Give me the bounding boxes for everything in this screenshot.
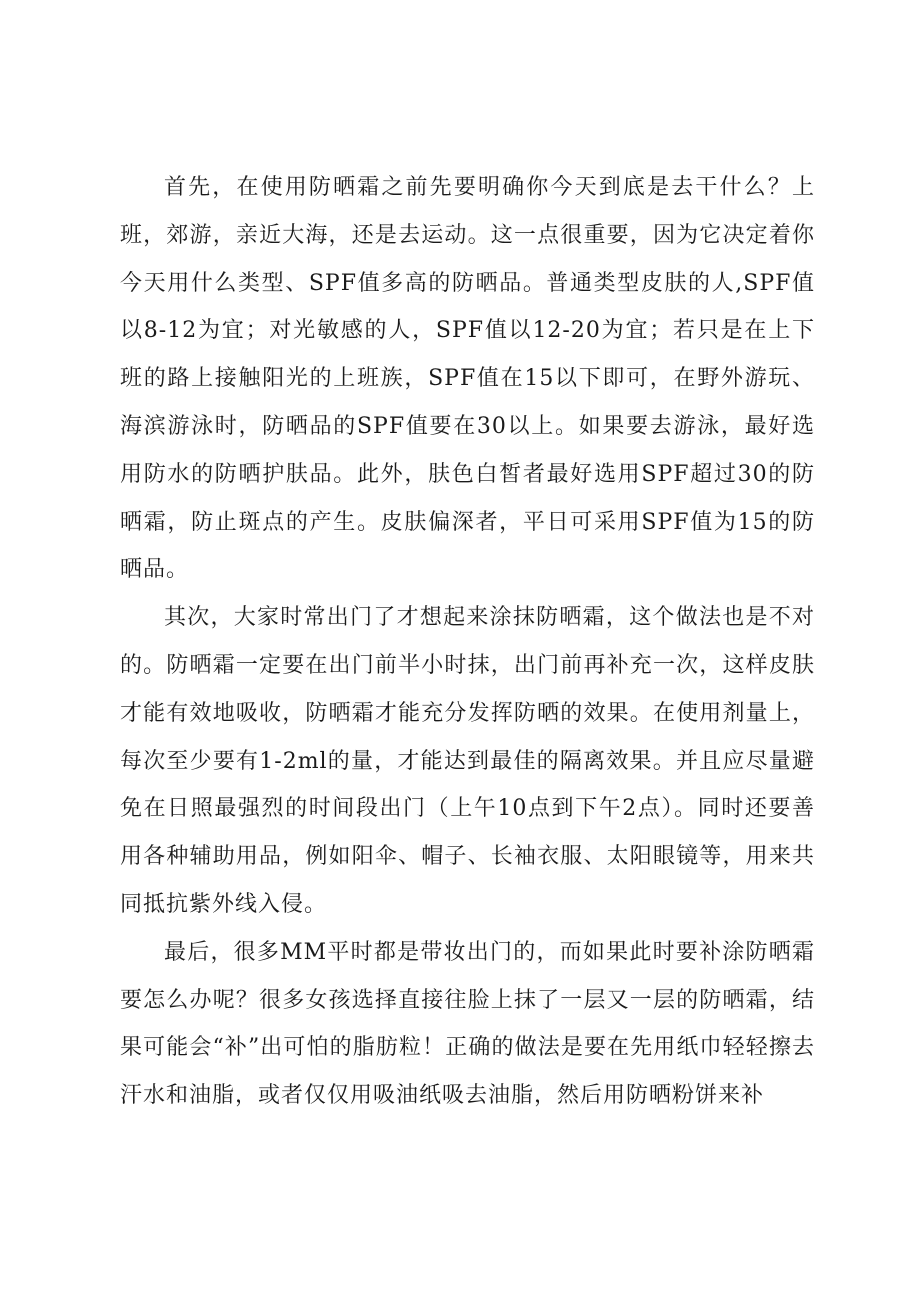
document-body bbox=[120, 164, 815, 1120]
paragraph-second: 其次，大家时常出门了才想起来涂抹防晒霜，这个做法也是不对的。防晒霜一定要在出门前半小时抹，出门前再补充一次，这样皮肤才能有效地吸收，防晒霜才能充分发挥防晒的效果。在使用剂量上，每次至少要有1-2ml的量，才能达到最佳的隔离效果。并且应尽量避免在日照最强烈的时间段出门（上午10点到下午2点）。同时还要善用各种辅助用品，例如阳伞、帽子、长袖衣服、太阳眼镜等，用来共同抵抗紫外线入侵。 bbox=[120, 605, 815, 917]
paragraph-first: 首先，在使用防晒霜之前先要明确你今天到底是去干什么？上班，郊游，亲近大海，还是去运动。这一点很重要，因为它决定着你今天用什么类型、SPF值多高的防晒品。普通类型皮肤的人,SPF值以8-12为宜；对光敏感的人，SPF值以12-20为宜；若只是在上下班的路上接触阳光的上班族，SPF值在15以下即可，在野外游玩、海滨游泳时，防晒品的SPF值要在30以上。如果要去游泳，最好选用防水的防晒护肤品。此外，肤色白皙者最好选用SPF超过30的防晒霜，防止斑点的产生。皮肤偏深者，平日可采用SPF值为15的防晒品。 bbox=[120, 175, 815, 583]
paragraph-third: 最后，很多MM平时都是带妆出门的，而如果此时要补涂防晒霜要怎么办呢？很多女孩选择直接往脸上抹了一层又一层的防晒霜，结果可能会“补”出可怕的脂肪粒！正确的做法是要在先用纸巾轻轻擦去汗水和油脂，或者仅仅用吸油纸吸去油脂，然后用防晒粉饼来补 bbox=[120, 939, 815, 1109]
